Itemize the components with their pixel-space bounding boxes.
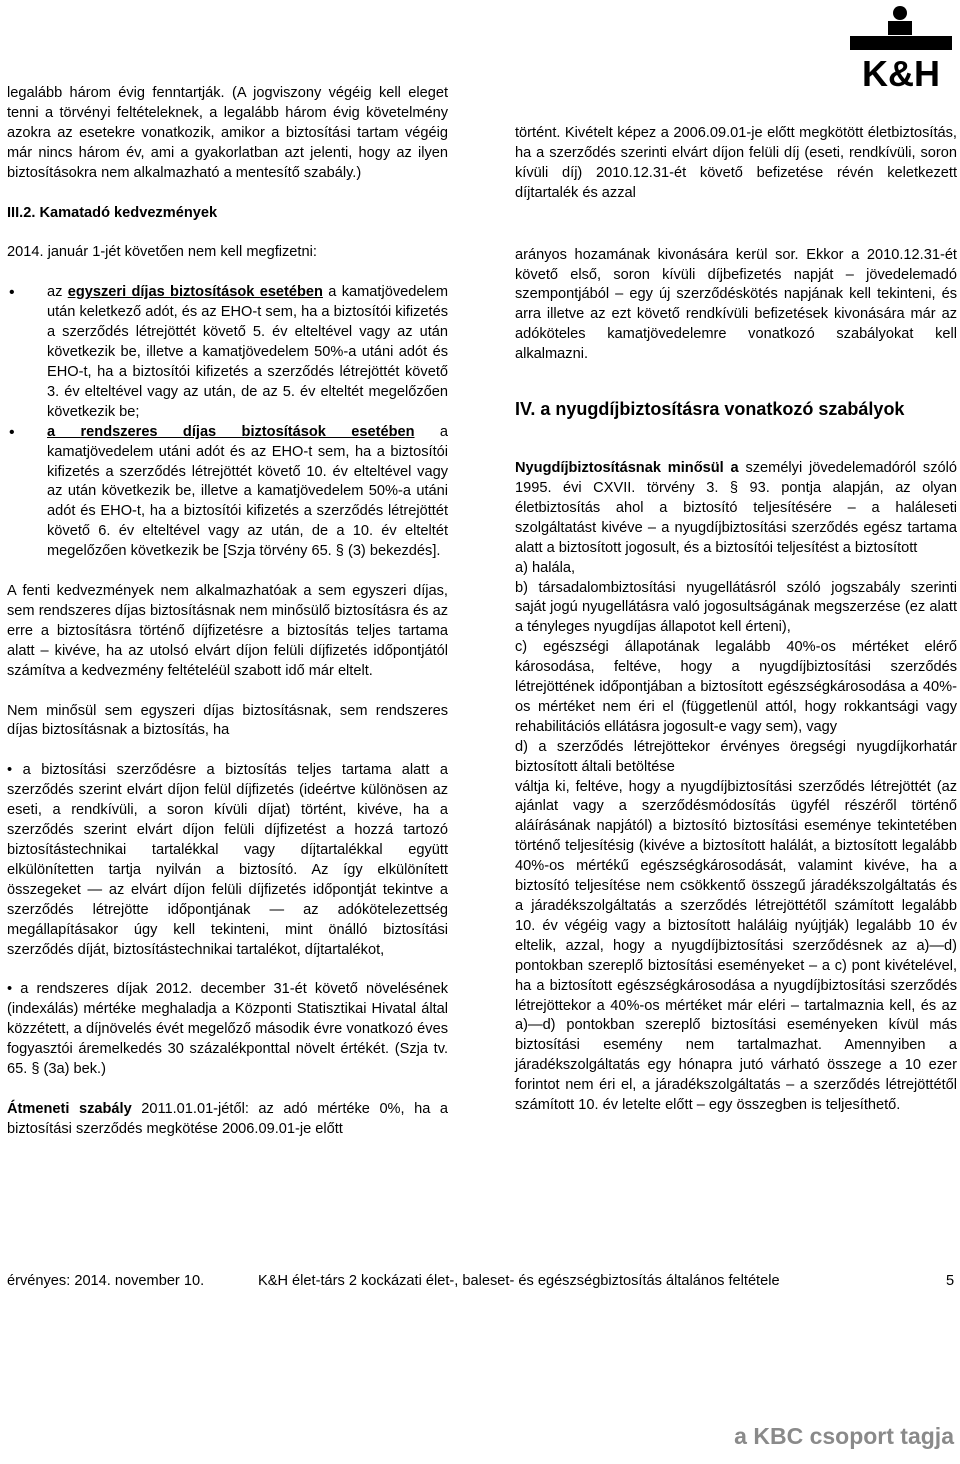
list-item-rendszeres: • a rendszeres díjas biztosítások esetében a kamatjövedelem utáni adót és az EHO-t sem, ha a biztosítói kifizetés a szerződés létrejöttét követő 10. év elteltével vagy az után következik be, illetve a kamatjövedelem 50%-a utáni adót és EHO-t, ha a biztosítói kifizetés a szerződés létrejöttét követő 6. év elteltével vagy az után, de a 10. év elteltét megelőzően következik be [Szja törvény 65. § (3) bekezdés]. xyxy=(7,423,448,562)
section-heading-kamatado: III.2. Kamatadó kedvezmények xyxy=(7,204,218,221)
paragraph-not-qualifying: Nem minősül sem egyszeri díjas biztosításnak, sem rendszeres díjas biztosításnak a biztosítás, ha xyxy=(7,702,448,739)
right-paragraph-3: Nyugdíjbiztosításnak minősül a személyi jövedelemadóról szóló 1995. évi CXVII. törvény 3. § 93. pontja alapján, az olyan életbiztosítás ahol a biztosító teljesítésére – a haláleseti szolgáltatást kivéve – a nyugdíjbiztosítási szerződés egész tartama alatt a biztosított jogosult, és a biztosítói teljesítést a biztosított xyxy=(515,460,957,556)
right-paragraph-2: arányos hozamának kivonására kerül sor. Ekkor a 2010.12.31-ét követő első, soron kívüli díjbefizetés napját – jövedelemadó szempontjából – egy új szerződéskötés napjának kell tekinteni, és arra illetve az ezt követő rendkívüli befizetések kivonására már az adóköteles kamatjövedelemre vonatkozó szabályokat kell alkalmazni. xyxy=(515,246,957,363)
kh-logo-mark xyxy=(848,3,954,94)
footer-title: K&H élet-társ 2 kockázati élet-, baleset- és egészségbiztosítás általános feltétele xyxy=(258,1273,780,1289)
footer-validity: érvényes: 2014. november 10. xyxy=(7,1273,205,1289)
transition-bold: Átmeneti szabály xyxy=(7,1100,132,1117)
definition-bold: Nyugdíjbiztosításnak minősül a xyxy=(515,460,739,477)
benefit-list xyxy=(7,283,448,562)
item-a: a) halála, xyxy=(515,559,576,576)
right-column xyxy=(515,124,957,1116)
kbc-tagline-text: a KBC csoport tagja xyxy=(734,1423,954,1449)
right-paragraph-1: történt. Kivételt képez a 2006.09.01-je előtt megkötött életbiztosítás, ha a szerződés szerinti elvárt díjon felüli díj (eseti, rendkívüli, soron kívüli díj) 2010.12.31-ét követő befizetése révén keletkezett díjtartalék és azzal xyxy=(515,125,957,201)
paragraph-exceptions: A fenti kedvezmények nem alkalmazhatóak a sem egyszeri díjas, sem rendszeres díjas biztosításnak nem minősülő biztosításra és az erre a biztosításra történő díjfizetésre a biztosítás teljes tartama alatt – kivéve, ha az utolsó elvárt díjon felüli díjfizetés időpontjától számítva a kedvezmény feltételéül szabott idő már eltelt. xyxy=(7,583,448,679)
kbc-tagline xyxy=(734,1420,956,1450)
paragraph-transition: Átmeneti szabály 2011.01.01-jétől: az adó mértéke 0%, ha a biztosítási szerződés megkötése 2006.09.01-je előtt xyxy=(7,1100,448,1137)
egyszeri-bold: egyszeri díjas biztosítások esetében xyxy=(67,284,323,301)
right-paragraph-4: váltja ki, feltéve, hogy a nyugdíjbiztosítási szerződés létrejöttét (az ajánlat vagy a szerződésmódosítás ügyfél részéről történő aláírásának napjától) a biztosító biztosítási eseménye tekintetében történő teljesítésig (kivéve a biztosított halálát, a biztosított legalább 40%-os mértékű egészségkárosodását, valamint kivéve, ha a biztosító teljesítése nem csökkentő összegű járadékszolgáltatás és a járadékszolgáltatás a szerződés létrejöttétől számított legalább 10. év végéig vagy a biztosított haláláig nyújtják) legalább 10 év eltelik, azzal, hogy a nyugdíjbiztosítási szerződésnek az a)—d) pontokban szereplő biztosítási eseményeket – a c) pont kivételével, ha a biztosított egészségkárosodása a nyugdíjbiztosítási szerződés létrejöttekor a 40%-os mértéket már eléri – tartalmaznia kell, és az a)—d) pontokban szereplő biztosítási eseményeken kívül más biztosítási esemény nem tartalmazhat. Amennyiben a járadékszolgáltatás egy hónapra jutó várható összege a 10 ezer forintot nem éri el, a járadékszolgáltatás – a szerződés létrejöttétől számított 10. év letelte előtt – egy összegben is teljesíthető. xyxy=(515,778,957,1114)
kh-logo xyxy=(848,3,954,94)
item-c: c) egészségi állapotának legalább 40%-os mértéket elérő károsodása, feltéve, hogy a nyugdíjbiztosítási szerződés létrejöttének időpontjában a biztosított egészségkárosodása a 40%-os mértéket nem éri el (függetlenül attól, hogy rokkantsági vagy rehabilitációs ellátásra jogosult-e vagy sem), vagy xyxy=(515,639,957,735)
paragraph-indexation: • a rendszeres díjak 2012. december 31-ét követő növelésének (indexálás) mértéke meghaladja a Központi Statisztikai Hivatal által közzétett, a díjnövelés évét megelőző második évre vonatkozó éves fogyasztói áremelkedés 30 százalékponttal növelt értékét. (Szja tv. 65. § (3a) bek.) xyxy=(7,981,448,1078)
lead-paragraph: 2014. január 1-jét követően nem kell megfizetni: xyxy=(7,244,317,261)
item-b: b) társadalombiztosítási nyugellátásról szóló jogszabály szerinti saját jogú nyugellátásra való jogosultságának megszerzése (ez alatt a tényleges nyugdíjas állapotot kell érteni), xyxy=(515,579,957,636)
kbc-tagline-graphic xyxy=(734,1420,956,1450)
left-column xyxy=(7,84,448,1140)
item-d: d) a szerződés létrejöttekor érvényes öregségi nyugdíjkorhatár biztosított általi betöltése xyxy=(515,738,957,775)
paragraph-extra-payment: • a biztosítási szerződésre a biztosítás teljes tartama alatt a szerződés szerint elvárt díjon felül díjfizetés (ideértve különösen az eseti, a rendkívüli, a soron kívüli díjat) történt, kivéve, ha a szerződés szerint elvárt díjon felüli díjfizetést a hozzá tartozó biztosítástechnikai tartalékkal vagy díjtartalékkal együtt elkülönítetten tartja nyilván a biztosító. Az így elkülönített összegeket — az elvárt díjon felüli díjfizetés időpontját tekintve a szerződés létrejötte időpontjának — az adókötelezettség megállapításakor úgy kell tekinteni, mint önálló biztosítási szerződés díját, biztosítástechnikai tartalékot, díjtartalékot, xyxy=(7,762,448,958)
section-heading-nyugdij: IV. a nyugdíjbiztosításra vonatkozó szabályok xyxy=(515,399,905,420)
rendszeres-bold: a rendszeres díjas biztosítások esetében xyxy=(47,423,415,440)
intro-paragraph: legalább három évig fenntartják. (A jogviszony végéig kell eleget tenni a törvényi feltételeknek, a legalább három évig követelmény azokra az esetekre vonatkozik, amikor a biztosítási tartam végéig már nincs három év, ami a gyakorlatban azt jelenti, hogy az ilyen biztosításokra nem alkalmazható a mentesítő szabály.) xyxy=(7,85,448,181)
logo-text: K&H xyxy=(862,53,940,94)
footer-page-number: 5 xyxy=(946,1273,955,1289)
list-item-egyszeri: • az egyszeri díjas biztosítások esetében a kamatjövedelem után keletkező adót, és az EHO-t sem, ha a biztosítói kifizetés a szerződés létrejöttét követő 5. év elteltével vagy az után következik be, illetve a kamatjövedelem 50%-a utáni adót és EHO-t, ha a biztosítói kifizetés a szerződés létrejöttét követő 3. év elteltével vagy az után, de az 5. év elteltét megelőzően következik be; xyxy=(7,283,448,422)
